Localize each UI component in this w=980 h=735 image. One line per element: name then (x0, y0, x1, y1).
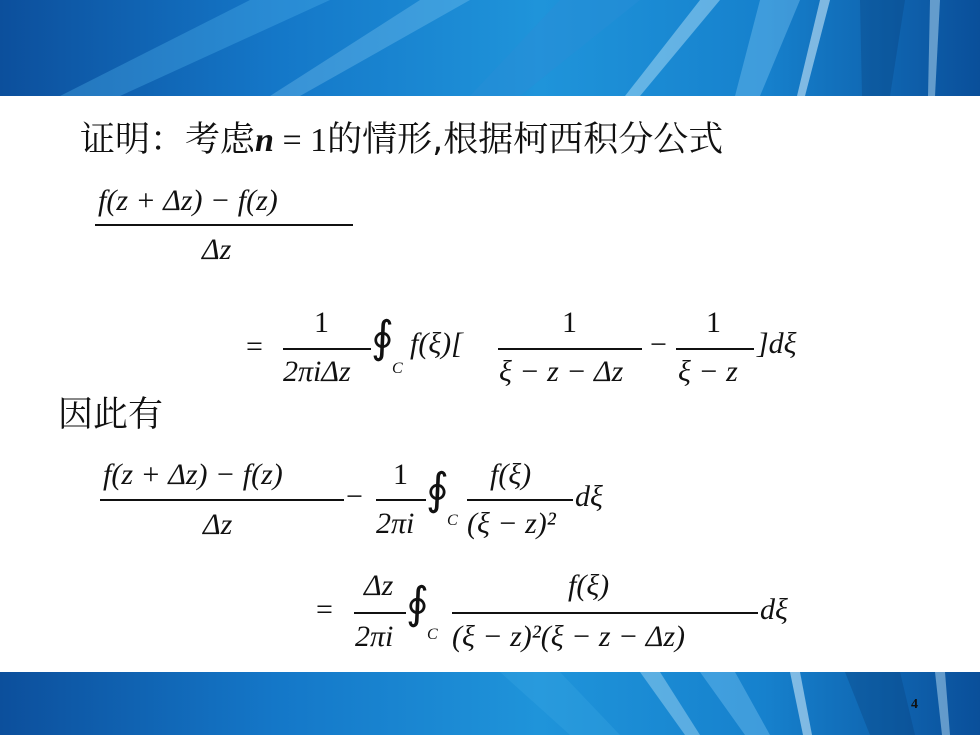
eq3-coef-den: 2πi (355, 620, 394, 653)
eq2-tail: dξ (575, 480, 603, 513)
footer-band (0, 672, 980, 735)
eq1-numerator: f(z + Δz) − f(z) (98, 184, 278, 217)
intro-eq-one: = 1 (273, 122, 328, 159)
eq1-coef-bar (283, 348, 371, 350)
intro-suffix: 的情形,根据柯西积分公式 (327, 120, 724, 160)
eq1-frac2-bar (676, 348, 754, 350)
eq3-equals: = (316, 593, 333, 626)
eq2-contour-integral-symbol: ∮ (426, 464, 449, 515)
therefore-label: 因此有 (58, 395, 164, 435)
eq1-frac1-bar (498, 348, 642, 350)
eq1-fraction-bar (95, 224, 353, 226)
eq1-coef-num: 1 (314, 306, 329, 339)
eq1-contour-integral-symbol: ∮ (371, 312, 394, 363)
eq2-contour-label: C (447, 512, 458, 529)
header-band (0, 0, 980, 96)
eq3-int-bar (452, 612, 758, 614)
eq1-tail: ]dξ (757, 327, 797, 360)
eq3-contour-label: C (427, 626, 438, 643)
eq1-frac1-num: 1 (562, 306, 577, 339)
eq1-f-xi: f(ξ)[ (410, 327, 463, 360)
eq1-coef-den: 2πiΔz (283, 355, 351, 388)
eq3-int-den: (ξ − z)²(ξ − z − Δz) (452, 620, 686, 653)
footer-band-streaks (0, 672, 980, 735)
eq2-int-num: f(ξ) (490, 458, 532, 491)
eq2-lhs-num: f(z + Δz) − f(z) (103, 458, 283, 491)
eq2-coef-den: 2πi (376, 507, 415, 540)
eq2-coef-bar (376, 499, 426, 501)
eq1-minus: − (650, 328, 667, 361)
eq1-frac1-den: ξ − z − Δz (499, 355, 624, 388)
eq1-denominator: Δz (202, 233, 232, 266)
eq3-contour-integral-symbol: ∮ (406, 578, 429, 629)
eq3-coef-bar (354, 612, 406, 614)
eq2-minus: − (346, 480, 363, 513)
eq2-int-bar (467, 499, 573, 501)
eq3-coef-num: Δz (364, 569, 394, 602)
intro-var-n: n (255, 122, 274, 159)
eq1-frac2-den: ξ − z (678, 355, 738, 388)
eq3-tail: dξ (760, 593, 788, 626)
eq1-frac2-num: 1 (706, 306, 721, 339)
intro-line (80, 112, 723, 162)
eq2-int-den: (ξ − z)² (467, 507, 556, 540)
eq1-contour-label: C (392, 360, 403, 377)
eq2-coef-num: 1 (393, 458, 408, 491)
page-number: 4 (911, 697, 918, 712)
eq2-lhs-bar (100, 499, 344, 501)
eq2-lhs-den: Δz (203, 508, 233, 541)
eq3-int-num: f(ξ) (568, 569, 610, 602)
header-band-streaks (0, 0, 980, 96)
eq1-equals: = (246, 330, 263, 363)
intro-prefix: 证明：考虑 (80, 120, 256, 160)
